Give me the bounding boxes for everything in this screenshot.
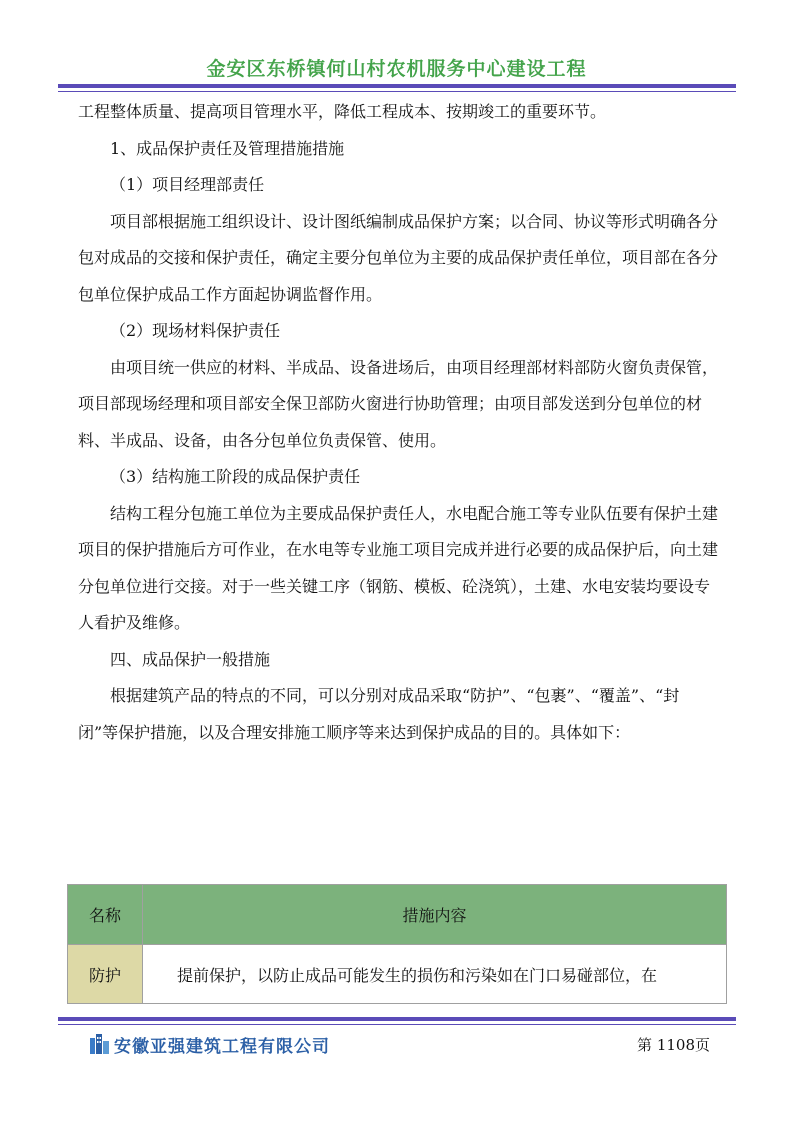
paragraph-continuation: 工程整体质量、提高项目管理水平，降低工程成本、按期竣工的重要环节。 bbox=[78, 102, 607, 121]
section-heading: 四、成品保护一般措施 bbox=[110, 649, 271, 669]
company-name: 安徽亚强建筑工程有限公司 bbox=[114, 1037, 330, 1057]
section-heading: 1、成品保护责任及管理措施措施 bbox=[110, 138, 345, 158]
document-body bbox=[78, 94, 718, 751]
paragraph: 由项目统一供应的材料、半成品、设备进场后，由项目经理部材料部防火窗负责保管，项目部现场经理和项目部安全保卫部防火窗进行协助管理；由项目部发送到分包单位的材料、半成品、设备，由各分包单位负责保管、使用。 bbox=[78, 357, 719, 450]
measures-table bbox=[67, 884, 727, 1004]
footer-rule-thin bbox=[58, 1024, 736, 1025]
subsection-heading: （1）项目经理部责任 bbox=[110, 175, 265, 194]
document-header-title: 金安区东桥镇何山村农机服务中心建设工程 bbox=[206, 58, 587, 80]
paragraph: 项目部根据施工组织设计、设计图纸编制成品保护方案；以合同、协议等形式明确各分包对成品的交接和保护责任，确定主要分包单位为主要的成品保护责任单位，项目部在各分包单位保护成品工作方面起协调监督作用。 bbox=[78, 211, 719, 304]
page-number: 第 1108页 bbox=[637, 1036, 710, 1054]
subsection-heading: （3）结构施工阶段的成品保护责任 bbox=[110, 467, 361, 486]
subsection-heading: （2）现场材料保护责任 bbox=[110, 321, 281, 340]
table-header-name: 名称 bbox=[68, 885, 143, 945]
table-row bbox=[68, 945, 727, 1004]
table-header-content: 措施内容 bbox=[143, 885, 727, 945]
table-cell-content: 提前保护，以防止成品可能发生的损伤和污染如在门口易碰部位，在 bbox=[143, 945, 727, 1004]
table-header-row bbox=[68, 885, 727, 945]
table-cell-name: 防护 bbox=[68, 945, 143, 1004]
header-rule-thick bbox=[58, 84, 736, 88]
building-logo-icon bbox=[88, 1032, 112, 1054]
paragraph: 结构工程分包施工单位为主要成品保护责任人，水电配合施工等专业队伍要有保护土建项目的保护措施后方可作业，在水电等专业施工项目完成并进行必要的成品保护后，向土建分包单位进行交接。对于一些关键工序（钢筋、模板、砼浇筑），土建、水电安装均要设专人看护及维修。 bbox=[78, 503, 719, 632]
page-footer bbox=[80, 1032, 720, 1056]
footer-rule-thick bbox=[58, 1017, 736, 1021]
header-rule-thin bbox=[58, 91, 736, 92]
paragraph: 根据建筑产品的特点的不同，可以分别对成品采取“防护”、“包裹”、“覆盖”、“封闭”等保护措施，以及合理安排施工顺序等来达到保护成品的目的。具体如下： bbox=[78, 686, 680, 742]
